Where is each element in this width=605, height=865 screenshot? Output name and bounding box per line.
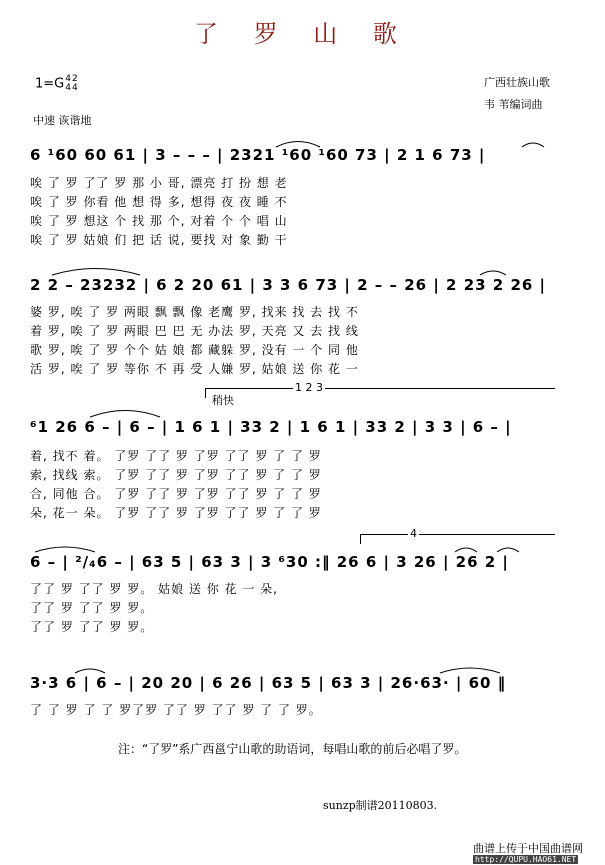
slur bbox=[75, 669, 105, 673]
notation-row: 6 – | ²/₄6 – | 63 5 | 63 3 | 3 ⁶30 :‖ 26 6 | 3 26 | 26 2 | bbox=[30, 553, 509, 571]
lyric-row: 着 罗, 唉 了 罗 两眼 巴 巴 无 办法 罗, 天亮 又 去 找 线 bbox=[30, 324, 359, 338]
signature: sunzp制谱20110803. bbox=[323, 799, 438, 812]
notation-row: 6 ¹60 60 61 | 3 – – – | 2321 ¹60 ¹60 73 | 2 1 6 73 | bbox=[30, 146, 486, 164]
watermark-url: http://QUPU.HAO61.NET bbox=[475, 855, 577, 864]
song-title: 了 罗 山 歌 bbox=[194, 20, 411, 48]
lyric-row: 唉 了 罗 了了 罗 那 小 哥, 漂亮 打 扮 想 老 bbox=[30, 176, 288, 190]
slur bbox=[440, 668, 500, 673]
tempo-marking: 中速 诙谐地 bbox=[33, 114, 92, 127]
volta-label-2: 4 bbox=[410, 527, 417, 540]
lyric-row: 了了 罗 了了 罗 罗。 bbox=[30, 620, 154, 634]
footnote: 注：“了罗”系广西邕宁山歌的助语词，每唱山歌的前后必唱了罗。 bbox=[118, 742, 467, 756]
slur bbox=[497, 548, 519, 552]
notation-row: 2 2 – 23232 | 6 2 20 61 | 3 3 6 73 | 2 – – 26 | 2 23 2 26 | bbox=[30, 276, 547, 294]
lyric-row: 歌 罗, 唉 了 罗 个个 姑 娘 都 藏躲 罗, 没有 一 个 同 他 bbox=[30, 343, 359, 357]
lyric-row: 婆 罗, 唉 了 罗 两眼 飘 飘 像 老鹰 罗, 找来 找 去 找 不 bbox=[30, 305, 359, 319]
key-text: 1=G bbox=[35, 76, 65, 92]
slur bbox=[455, 548, 477, 552]
notation-row: ⁶1 26 6 – | 6 – | 1 6 1 | 33 2 | 1 6 1 | 33 2 | 3 3 | 6 – | bbox=[30, 418, 512, 436]
lyric-row: 唉 了 罗 想这 个 找 那 个, 对着 个 个 唱 山 bbox=[30, 214, 288, 228]
lyric-row: 着, 找不 着。 了罗 了了 罗 了罗 了了 罗 了 了 罗 bbox=[30, 449, 322, 463]
lyric-row: 了 了 罗 了 了 罗了罗 了了 罗 了了 罗 了 了 罗。 bbox=[30, 703, 322, 717]
slur bbox=[35, 547, 95, 552]
meter-1: 4 4 bbox=[65, 74, 71, 93]
source-label: 广西壮族山歌 bbox=[484, 76, 550, 89]
notation-row: 3·3 6 | 6 – | 20 20 | 6 26 | 63 5 | 63 3 | 26·63· | 60 ‖ bbox=[30, 674, 507, 692]
credit-label: 韦 苇编词曲 bbox=[484, 98, 543, 111]
lyric-row: 活 罗, 唉 了 罗 等你 不 再 受 人嫌 罗, 姑娘 送 你 花 一 bbox=[30, 362, 359, 376]
lyric-row: 合, 同他 合。 了罗 了了 罗 了罗 了了 罗 了 了 罗 bbox=[30, 487, 322, 501]
lyric-row: 索, 找线 索。 了罗 了了 罗 了罗 了了 罗 了 了 罗 bbox=[30, 468, 322, 482]
slur bbox=[90, 411, 160, 418]
lyric-row: 朵, 花一 朵。 了罗 了了 罗 了罗 了了 罗 了 了 罗 bbox=[30, 506, 322, 520]
lyric-row: 了了 罗 了了 罗 罗。 bbox=[30, 601, 154, 615]
tempo-change: 稍快 bbox=[212, 394, 234, 407]
slur bbox=[52, 269, 140, 276]
meter-2: 2 4 bbox=[71, 74, 78, 93]
slur bbox=[276, 142, 320, 148]
watermark-text: 曲谱上传于中国曲谱网 bbox=[473, 842, 583, 855]
volta-label: 1 2 3 bbox=[295, 381, 323, 394]
lyric-row: 唉 了 罗 姑娘 们 把 话 说, 要找 对 象 勤 干 bbox=[30, 233, 288, 247]
slur bbox=[522, 143, 544, 147]
lyric-row: 了了 罗 了了 罗 罗。 姑娘 送 你 花 一 朵, bbox=[30, 582, 278, 596]
slur bbox=[480, 271, 506, 275]
lyric-row: 唉 了 罗 你看 他 想 得 多, 想得 夜 夜 睡 不 bbox=[30, 195, 288, 209]
